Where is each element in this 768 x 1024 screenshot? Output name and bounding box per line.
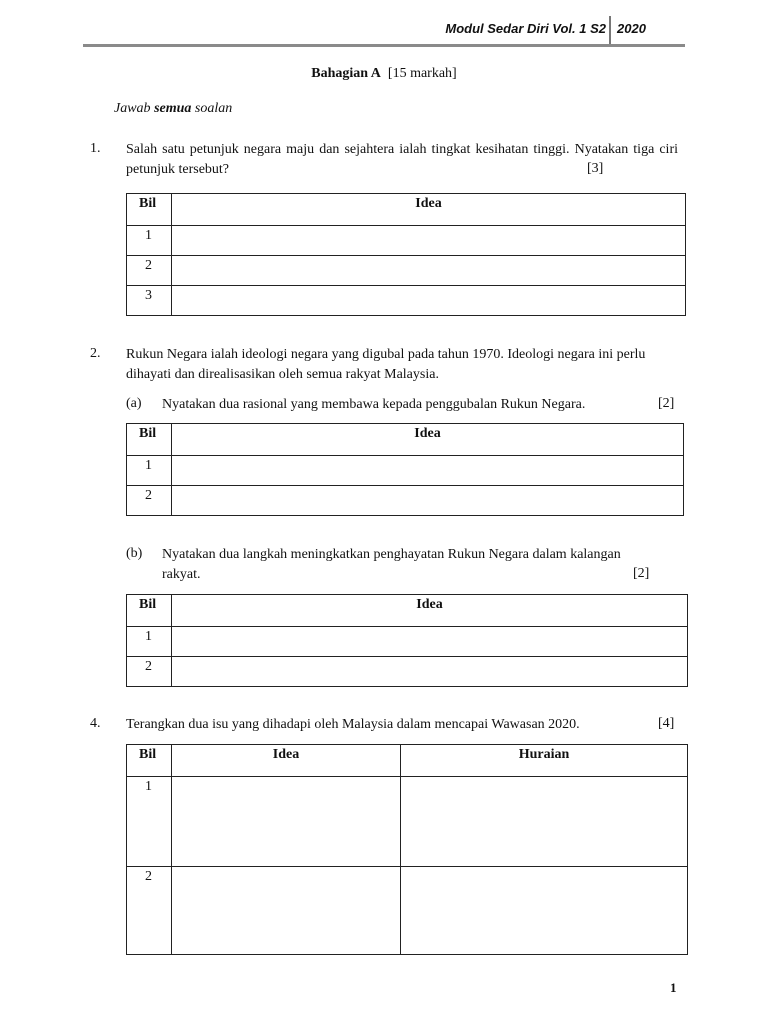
- header-rule: [83, 44, 685, 47]
- table-header-huraian: Huraian: [401, 745, 688, 777]
- q2a-label: (a): [126, 396, 142, 411]
- huraian-cell[interactable]: [401, 867, 688, 955]
- idea-cell[interactable]: [172, 867, 401, 955]
- q2a-answer-table: [126, 423, 684, 516]
- table-header-bil: Bil: [127, 595, 172, 627]
- table-header-bil: Bil: [127, 745, 172, 777]
- q2b-marks: [2]: [633, 566, 650, 581]
- module-year: 2020: [617, 21, 646, 36]
- table-header-idea: Idea: [172, 745, 401, 777]
- section-title: Bahagian A: [311, 66, 381, 81]
- instruction-pre: Jawab: [114, 101, 155, 116]
- page-number: 1: [670, 980, 677, 995]
- table-row-number: 1: [127, 226, 172, 256]
- idea-cell[interactable]: [172, 777, 401, 867]
- q2a-text: Nyatakan dua rasional yang membawa kepada penggubalan Rukun Negara.: [162, 397, 586, 412]
- instruction-post: soalan: [191, 101, 233, 116]
- q1-text: Salah satu petunjuk negara maju dan sejahtera ialah tingkat kesihatan tinggi. Nyatakan tiga ciri petunjuk tersebut?: [126, 142, 678, 177]
- table-row-number: 2: [127, 657, 172, 687]
- header-separator: [609, 16, 611, 46]
- answer-cell[interactable]: [172, 226, 686, 256]
- answer-cell[interactable]: [172, 286, 686, 316]
- q2b-answer-table: [126, 594, 688, 687]
- table-row-number: 2: [127, 486, 172, 516]
- table-row-number: 2: [127, 256, 172, 286]
- answer-cell[interactable]: [172, 486, 684, 516]
- answer-cell[interactable]: [172, 256, 686, 286]
- answer-cell[interactable]: [172, 627, 688, 657]
- table-row-number: 1: [127, 627, 172, 657]
- instruction-bold: semua: [154, 101, 192, 116]
- table-row-number: 1: [127, 456, 172, 486]
- table-row-number: 2: [127, 867, 172, 955]
- q4-text: Terangkan dua isu yang dihadapi oleh Malaysia dalam mencapai Wawasan 2020.: [126, 717, 580, 732]
- q1-answer-table: [126, 193, 686, 316]
- q1-marks: [3]: [587, 161, 604, 176]
- table-header-bil: Bil: [127, 424, 172, 456]
- q4-answer-table: [126, 744, 688, 955]
- q2b-label: (b): [126, 546, 143, 561]
- huraian-cell[interactable]: [401, 777, 688, 867]
- q4-marks: [4]: [658, 716, 675, 731]
- table-row-number: 1: [127, 777, 172, 867]
- section-heading: [0, 66, 768, 82]
- q2b-text: Nyatakan dua langkah meningkatkan penghayatan Rukun Negara dalam kalangan rakyat.: [162, 547, 621, 582]
- table-header-idea: Idea: [172, 424, 684, 456]
- instruction: [114, 101, 232, 117]
- answer-cell[interactable]: [172, 456, 684, 486]
- q2-text: Rukun Negara ialah ideologi negara yang digubal pada tahun 1970. Ideologi negara ini perlu dihayati dan direalisasikan oleh semua rakyat Malaysia.: [126, 347, 646, 382]
- answer-cell[interactable]: [172, 657, 688, 687]
- q1-number: 1.: [90, 141, 101, 156]
- q4-number: 4.: [90, 716, 101, 731]
- q2a-marks: [2]: [658, 396, 675, 411]
- table-row-number: 3: [127, 286, 172, 316]
- table-header-idea: Idea: [172, 194, 686, 226]
- module-title: Modul Sedar Diri Vol. 1 S2: [445, 21, 606, 36]
- table-header-idea: Idea: [172, 595, 688, 627]
- section-marks: [15 markah]: [387, 66, 457, 81]
- q2-number: 2.: [90, 346, 101, 361]
- table-header-bil: Bil: [127, 194, 172, 226]
